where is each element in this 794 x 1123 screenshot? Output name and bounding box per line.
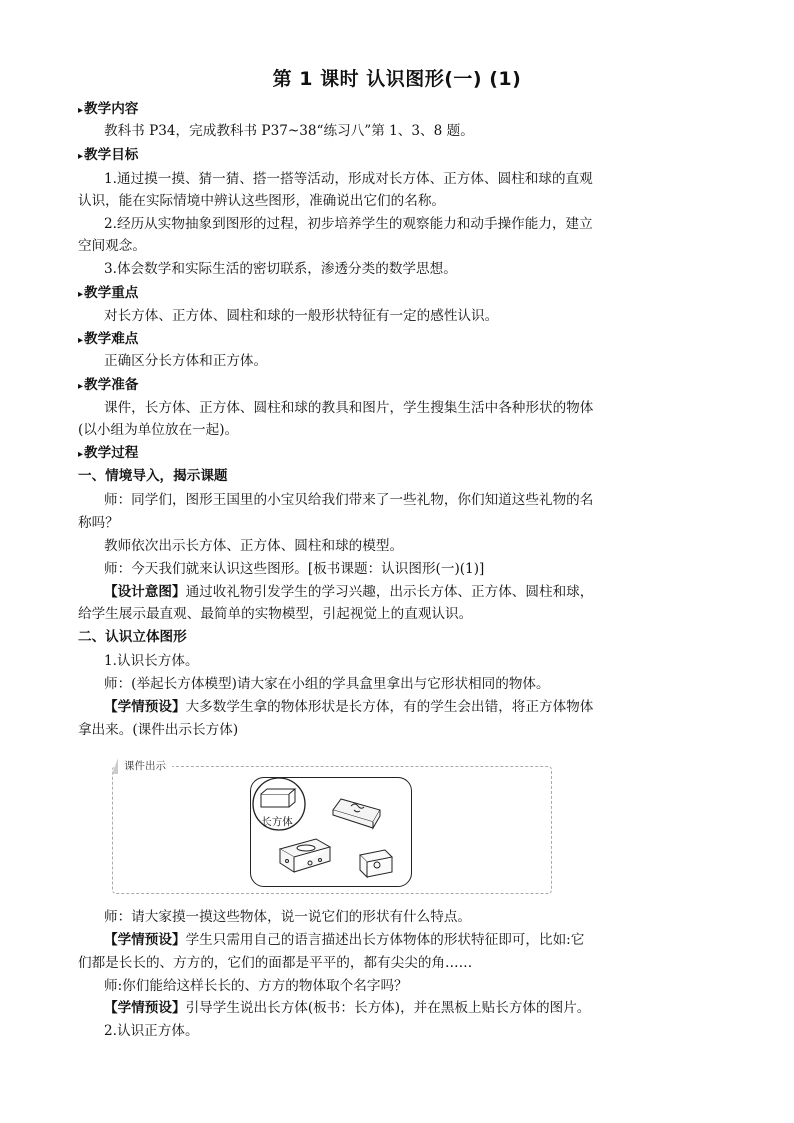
para-line: 师：同学们，图形王国里的小宝贝给我们带来了一些礼物，你们知道这些礼物的名 (104, 492, 594, 508)
page-title: 第 1 课时 认识图形(一) (1) (272, 68, 522, 90)
triangle-bullet-icon: ▸ (78, 449, 84, 460)
goal-line: 1.通过摸一摸、猜一猜、搭一搭等活动，形成对长方体、正方体、圆柱和球的直观 (104, 171, 593, 187)
prediction-line (104, 929, 744, 951)
figure-tag-text: 课件出示 (124, 760, 166, 772)
heading-key (78, 282, 718, 306)
para-line: 给学生展示最直观、最简单的实物模型，引起视觉上的直观认识。 (78, 606, 473, 622)
heading-text: 教学目标 (84, 147, 139, 163)
prediction-label: 【学情预设】 (104, 932, 186, 948)
prediction-line (104, 696, 744, 718)
step-label: 2.认识正方体。 (104, 1023, 199, 1039)
prep-line: 课件，长方体、正方体、圆柱和球的教具和图片，学生搜集生活中各种形状的物体 (104, 400, 594, 416)
design-intent-text: 通过收礼物引发学生的学习兴趣，出示长方体、正方体、圆柱和球， (185, 584, 594, 600)
para-line: 师：请大家摸一摸这些物体，说一说它们的形状有什么特点。 (104, 909, 472, 925)
triangle-bullet-icon: ▸ (78, 335, 84, 346)
prediction-line (104, 997, 744, 1019)
goal-line: 认识，能在实际情境中辨认这些图形，准确说出它们的名称。 (78, 193, 446, 209)
part2-title: 二、认识立体图形 (78, 629, 187, 645)
para-line: 师：今天我们就来认识这些图形。[板书课题：认识图形(一)(1)] (104, 561, 485, 577)
content-text: 教科书 P34，完成教科书 P37~38“练习八”第 1、3、8 题。 (104, 123, 474, 139)
goal-line: 3.体会数学和实际生活的密切联系，渗透分类的数学思想。 (104, 261, 457, 277)
prep-line: (以小组为单位放在一起)。 (78, 422, 239, 438)
triangle-bullet-icon: ▸ (78, 289, 84, 300)
cuboid-caption: 长方体 (261, 816, 293, 828)
para-line: 师:你们能给这样长长的、方方的物体取个名字吗？ (104, 978, 408, 994)
step-label: 1.认识长方体。 (104, 653, 199, 669)
key-text: 对长方体、正方体、圆柱和球的一般形状特征有一定的感性认识。 (104, 308, 499, 324)
heading-prep (78, 374, 718, 398)
design-intent-line (104, 581, 744, 603)
courseware-figure-tag (118, 758, 172, 774)
design-intent-label: 【设计意图】 (104, 584, 186, 600)
prediction-text: 大多数学生拿的物体形状是长方体，有的学生会出错，将正方体物体 (185, 699, 594, 715)
triangle-bullet-icon: ▸ (78, 105, 84, 116)
difficulty-text: 正确区分长方体和正方体。 (104, 353, 268, 369)
heading-text: 教学重点 (84, 285, 139, 301)
part1-title: 一、情境导入，揭示课题 (78, 468, 228, 484)
tag-corner-icon (112, 758, 118, 774)
para-line: 称吗？ (78, 515, 119, 531)
heading-goals (78, 144, 718, 168)
triangle-bullet-icon: ▸ (78, 151, 84, 162)
para-line: 们都是长长的、方方的，它们的面都是平平的，都有尖尖的角…… (78, 955, 473, 971)
tissue-box-icon (280, 839, 330, 872)
goal-line: 空间观念。 (78, 238, 146, 254)
heading-process (78, 442, 718, 466)
prediction-text: 引导学生说出长方体(板书：长方体)，并在黑板上贴长方体的图片。 (185, 1000, 591, 1016)
heading-text: 教学准备 (84, 377, 139, 393)
cuboid-objects-illustration (250, 777, 412, 887)
eraser-box-icon (333, 799, 380, 828)
para-line: 拿出来。(课件出示长方体) (78, 722, 239, 738)
prediction-label: 【学情预设】 (104, 1000, 186, 1016)
prediction-text: 学生只需用自己的语言描述出长方体物体的形状特征即可，比如:它 (185, 932, 585, 948)
heading-text: 教学难点 (84, 331, 139, 347)
triangle-bullet-icon: ▸ (78, 381, 84, 392)
para-line: 教师依次出示长方体、正方体、圆柱和球的模型。 (104, 538, 404, 554)
heading-text: 教学过程 (84, 445, 139, 461)
heading-content (78, 98, 718, 122)
goal-line: 2.经历从实物抽象到图形的过程，初步培养学生的观察能力和动手操作能力，建立 (104, 216, 593, 232)
para-line: 师：(举起长方体模型)请大家在小组的学具盒里拿出与它形状相同的物体。 (104, 676, 550, 692)
prediction-label: 【学情预设】 (104, 699, 186, 715)
small-box-icon (360, 850, 392, 877)
heading-text: 教学内容 (84, 101, 139, 117)
heading-difficulty (78, 328, 718, 352)
